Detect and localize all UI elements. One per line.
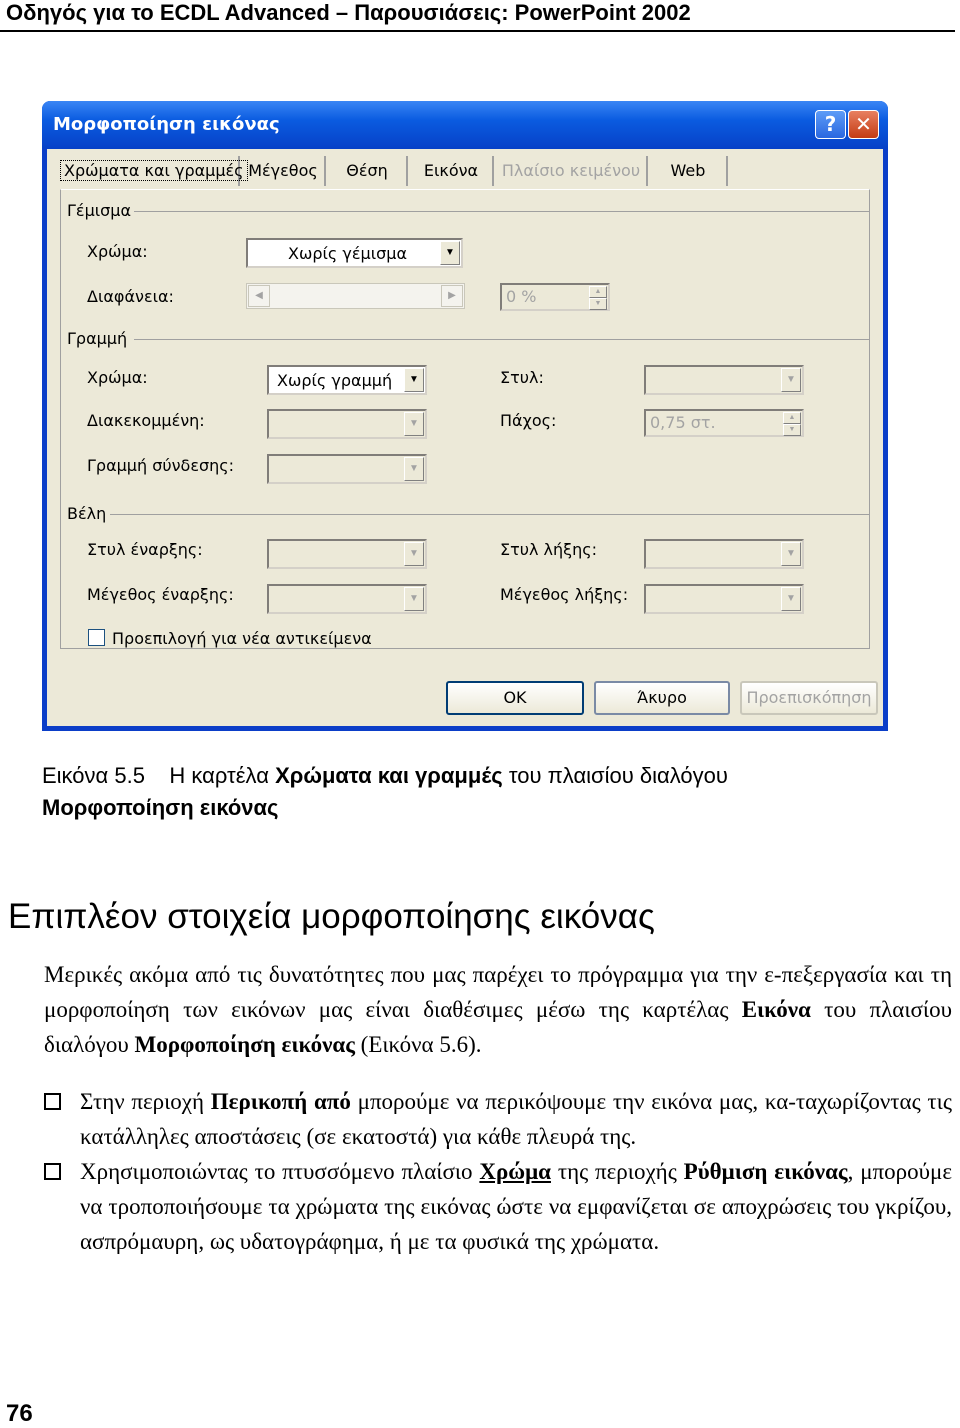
dialog-title: Μορφοποίηση εικόνας [53,114,280,135]
chevron-right-icon[interactable]: ▶ [441,285,463,307]
chevron-down-icon[interactable]: ▼ [781,542,801,566]
caption-text: του πλαισίου διαλόγου [508,763,728,788]
list-bold: Χρώμα [479,1159,551,1184]
line-group-rule [134,339,869,340]
fill-group-rule [134,211,869,212]
default-checkbox-label: Προεπιλογή για νέα αντικείμενα [112,629,372,648]
end-style-label: Στυλ λήξης: [500,540,598,559]
caption-number: Εικόνα 5.5 [42,763,145,788]
line-weight-spinner[interactable] [644,409,804,437]
end-style-dropdown[interactable] [644,539,804,569]
transparency-spinner[interactable] [500,283,610,311]
begin-size-dropdown[interactable] [267,584,427,614]
page-number: 76 [6,1400,33,1427]
fill-group-label: Γέμισμα [67,201,132,220]
line-color-dropdown[interactable] [267,365,427,395]
caption-line-2: Μορφοποίηση εικόνας [42,795,279,820]
chevron-down-icon[interactable]: ▼ [404,587,424,611]
list-bold: Ρύθμιση εικόνας [683,1159,848,1184]
para-text: του πλαισίου διαλόγου [44,997,952,1057]
help-button[interactable]: ? [815,110,846,139]
spinner-arrows[interactable]: ▲ ▼ [783,412,801,436]
caption-text: Η καρτέλα [169,763,269,788]
list-text: Χρησιμοποιώντας το πτυσσόμενο πλαίσιο [80,1159,473,1184]
transparency-slider[interactable] [246,283,465,309]
running-header: Οδηγός για το ECDL Advanced – Παρουσιάσεις: PowerPoint 2002 [6,0,691,25]
list-text: Στην περιοχή [80,1089,205,1114]
tab-text-box[interactable]: Πλαίσιο κειμένου [496,156,648,186]
connector-dropdown[interactable] [267,454,427,484]
fill-color-label: Χρώμα: [87,242,148,261]
line-style-label: Στυλ: [500,368,544,387]
format-picture-dialog [42,101,888,731]
default-checkbox[interactable] [88,629,105,646]
tab-picture[interactable]: Εικόνα [410,156,494,186]
transparency-label: Διαφάνεια: [87,287,174,306]
chevron-left-icon[interactable]: ◀ [248,285,270,307]
arrows-group-label: Βέλη [67,504,107,523]
caption-bold: Χρώματα και γραμμές [275,763,503,788]
chevron-down-icon[interactable]: ▼ [404,412,424,436]
line-color-value: Χωρίς γραμμή [277,371,393,390]
checkbox-bullet-icon [44,1163,61,1180]
tab-position[interactable]: Θέση [328,156,408,186]
begin-style-dropdown[interactable] [267,539,427,569]
para-bold: Εικόνα [741,997,811,1022]
list-text: μπορούμε να περικόψουμε την εικόνα μας, κα-ταχωρίζοντας τις κατάλληλες αποστάσεις (σε εκατοστά) για κάθε πλευρά της. [80,1089,952,1149]
transparency-value: 0 % [506,287,537,306]
line-weight-value: 0,75 στ. [650,413,716,432]
list-item-text [80,1084,952,1154]
checkbox-bullet-icon [44,1093,61,1110]
paragraph [44,957,952,1062]
tab-colors-and-lines[interactable] [60,156,244,186]
chevron-down-icon[interactable]: ▼ [781,587,801,611]
para-bold: Μορφοποίηση εικόνας [134,1032,355,1057]
end-size-dropdown[interactable] [644,584,804,614]
line-style-dropdown[interactable] [644,365,804,395]
arrows-group-rule [110,514,869,515]
close-button[interactable]: ✕ [848,110,879,139]
spinner-arrows[interactable]: ▲ ▼ [589,286,607,310]
para-text: (Εικόνα 5.6). [360,1032,482,1057]
line-weight-label: Πάχος: [500,411,557,430]
fill-color-dropdown[interactable] [246,238,463,268]
cancel-button[interactable]: Άκυρο [594,681,730,715]
chevron-down-icon[interactable]: ▼ [440,241,460,265]
chevron-down-icon[interactable]: ▼ [404,368,424,392]
header-rule [0,30,955,32]
tab-size[interactable]: Μέγεθος [242,156,326,186]
line-color-label: Χρώμα: [87,368,148,387]
begin-size-label: Μέγεθος έναρξης: [87,585,234,604]
begin-style-label: Στυλ έναρξης: [87,540,203,559]
end-size-label: Μέγεθος λήξης: [500,585,629,604]
list-text: της περιοχής [557,1159,677,1184]
fill-color-value: Χωρίς γέμισμα [288,244,407,263]
section-heading: Επιπλέον στοιχεία μορφοποίησης εικόνας [8,897,655,936]
preview-button[interactable]: Προεπισκόπηση [740,681,878,715]
list-item-text [80,1154,952,1259]
chevron-down-icon[interactable]: ▼ [404,457,424,481]
connector-label: Γραμμή σύνδεσης: [87,456,235,475]
chevron-down-icon[interactable]: ▼ [781,368,801,392]
line-group-label: Γραμμή [67,329,128,348]
list-text: , μπορούμε να τροποποιήσουμε τα χρώματα της εικόνας ώστε να εμφανίζεται σε αποχρώσεις του γκρίζου, ασπρόμαυρη, ως υδατογράφημα, ή με τα φυσικά της χρώματα. [80,1159,953,1254]
chevron-down-icon[interactable]: ▼ [404,542,424,566]
tab-web[interactable]: Web [650,156,728,186]
dashed-label: Διακεκομμένη: [87,411,205,430]
tab-label: Χρώματα και γραμμές [60,160,248,181]
dialog-titlebar [42,101,888,149]
list-bold: Περικοπή από [210,1089,351,1114]
para-text: Μερικές ακόμα από τις δυνατότητες που μας παρέχει το πρόγραμμα για την ε-πεξεργασία και τη μορφοποίηση των εικόνων μας είναι διαθέσιμες μέσω της καρτέλας [44,962,952,1022]
dashed-dropdown[interactable] [267,409,427,439]
figure-caption [42,763,728,789]
ok-button[interactable]: OK [446,681,584,715]
